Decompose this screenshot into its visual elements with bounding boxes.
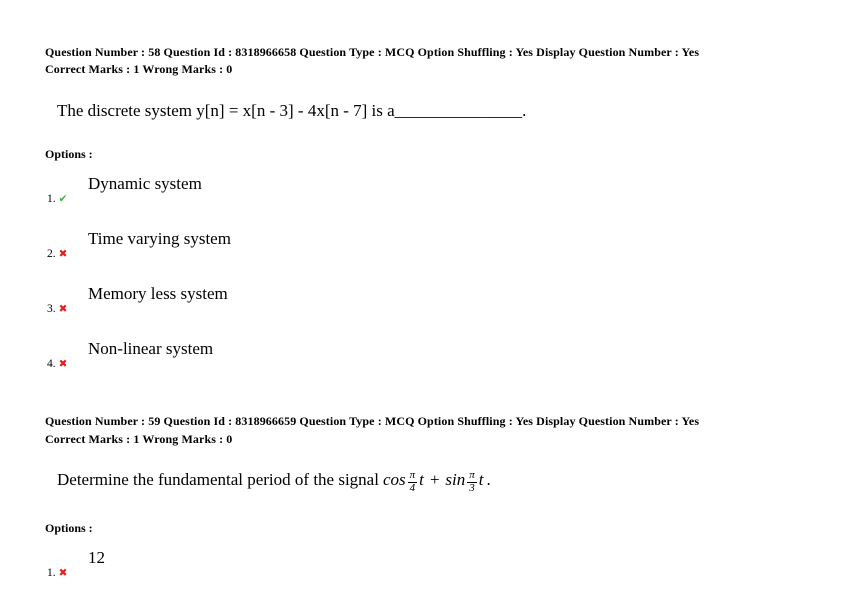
option-text: Dynamic system xyxy=(88,174,202,194)
fraction-pi-over-4 xyxy=(408,470,418,494)
question-59-header-line2: Correct Marks : 1 Wrong Marks : 0 xyxy=(45,431,233,446)
question-58-text: The discrete system y[n] = x[n - 3] - 4x[n - 7] is a_______________. xyxy=(57,100,527,120)
fraction-pi-over-3 xyxy=(467,470,477,494)
plus-operator: + xyxy=(428,469,441,489)
sin-function: sin xyxy=(445,469,466,489)
question-59-lead-text: Determine the fundamental period of the signal xyxy=(57,469,379,489)
option-row xyxy=(45,285,802,318)
option-text: Non-linear system xyxy=(88,339,214,359)
option-number xyxy=(47,358,67,370)
fraction-denominator: 3 xyxy=(467,482,477,495)
option-row xyxy=(45,230,802,263)
question-58-header-line2: Correct Marks : 1 Wrong Marks : 0 xyxy=(45,62,233,77)
cross-icon: ✖ xyxy=(58,304,68,316)
question-58-block xyxy=(45,44,802,373)
question-58-options-label: Options : xyxy=(45,147,93,162)
question-59-block xyxy=(45,413,802,581)
option-number xyxy=(47,193,67,205)
option-text: Memory less system xyxy=(88,284,228,304)
question-58-header xyxy=(45,44,802,79)
option-number-text: 1. xyxy=(47,193,56,206)
option-number xyxy=(47,303,67,315)
cross-icon: ✖ xyxy=(58,249,68,261)
cross-icon: ✖ xyxy=(58,359,68,371)
variable-t: t xyxy=(478,469,484,489)
question-59-header-line1: Question Number : 59 Question Id : 8318966659 Question Type : MCQ Option Shuffling : Yes Display Question Number : Yes xyxy=(45,414,700,429)
option-row xyxy=(45,549,802,582)
fraction-denominator: 4 xyxy=(408,482,418,495)
option-number-text: 4. xyxy=(47,358,56,371)
cos-function: cos xyxy=(382,469,406,489)
question-59-options-label: Options : xyxy=(45,520,93,535)
question-59-text xyxy=(57,470,802,495)
option-row xyxy=(45,340,802,373)
option-number-text: 1. xyxy=(47,566,56,579)
question-59-header xyxy=(45,413,802,448)
option-row xyxy=(45,175,802,208)
question-58-options xyxy=(45,175,802,373)
question-58-header-line1: Question Number : 58 Question Id : 8318966658 Question Type : MCQ Option Shuffling : Yes Display Question Number : Yes xyxy=(45,45,700,59)
option-text: 12 xyxy=(88,547,105,567)
option-text: Time varying system xyxy=(88,229,231,249)
option-number xyxy=(47,567,67,579)
option-number-text: 3. xyxy=(47,303,56,316)
fraction-numerator: π xyxy=(469,469,475,482)
option-number xyxy=(47,248,67,260)
option-number-text: 2. xyxy=(47,248,56,261)
check-icon: ✔ xyxy=(58,194,68,206)
math-expression xyxy=(382,469,491,494)
sentence-period: . xyxy=(486,469,491,489)
variable-t: t xyxy=(419,469,424,489)
question-59-options xyxy=(45,549,802,582)
fraction-numerator: π xyxy=(409,469,416,482)
cross-icon: ✖ xyxy=(58,567,68,579)
